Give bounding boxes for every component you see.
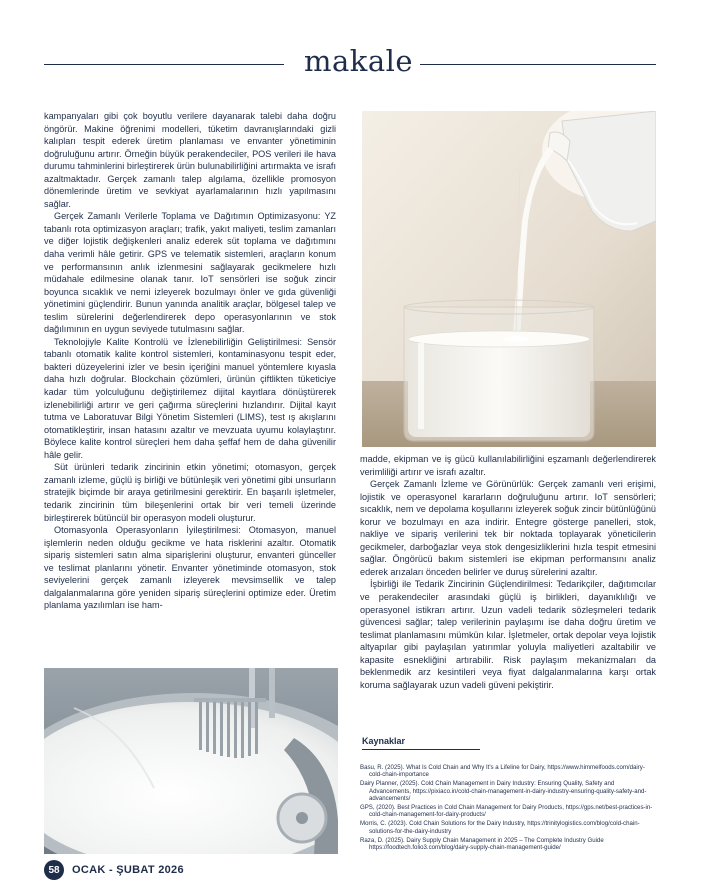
right-paragraph: madde, ekipman ve iş gücü kullanılabilirliğini eşzamanlı değerlendirerek verimliliği artırır ve israfı azaltır. [360, 454, 656, 477]
dairy-vat-photo [44, 668, 338, 854]
left-column [44, 110, 336, 612]
right-paragraph: İşbirliği ile Tedarik Zincirinin Güçlendirilmesi: Tedarikçiler, dağıtımcılar ve perakendeciler arasındaki güçlü iş birlikleri, dayanıklılığı ve operasyonel istikrarı artırır. Uzun vadeli tedarik sözleşmeleri tedarik güvencesi sağlar; talep verilerinin paylaşımı ise daha doğru üretim ve teslimat planlamasını mümkün kılar. İşletmeler, ortak depolar veya lojistik altyapılar gibi paylaşılan yatırımlar yoluyla maliyetleri azaltabilir ve kapasite esnekliğini artırabilir. Risk paylaşım mekanizmaları da beklenmedik arz kesintileri veya fiyat dalgalanmalarına karşı ortak koruma sağlayarak uzun vadeli güveni pekiştirir. [360, 579, 656, 690]
reference-item: GPS, (2020). Best Practices in Cold Chain Management for Dairy Products, https://gps.net/best-practices-in-cold-chain-management-for-dairy-products/ [360, 804, 653, 819]
right-paragraph: Gerçek Zamanlı İzleme ve Görünürlük: Gerçek zamanlı veri erişimi, lojistik ve operasyonel kararların doğruluğunu artırır. IoT sensörleri; sıcaklık, nem ve depolama koşullarını izleyerek soğuk zincir bütünlüğünü korur ve bozulmayı en aza indirir. Entegre gösterge panelleri, stok, nakliye ve sipariş verilerini tek bir noktada toplayarak yöneticilerin gecikmeler, darboğazlar veya stok dengesizliklerini hızla tespit etmesini sağlar. Öngörücü bakım sistemleri ise ekipman performansını analiz ederek arızaları önceden belirler ve duruş sürelerini azaltır. [360, 479, 656, 577]
left-paragraph: Gerçek Zamanlı Verilerle Toplama ve Dağıtımın Optimizasyonu: YZ tabanlı rota optimizasyon araçları; trafik, yakıt maliyeti, teslim zamanları ve diğer lojistik değişkenleri analiz ederek süt toplama ve dağıtımını daha verimli hâle getirir. GPS ve telematik sistemleri, araçların konum ve performansının anlık izlenmesini sağlayarak gecikmelere hızlı müdahale edilmesine olanak tanır. IoT sensörleri ise soğuk zincir boyunca sıcaklık ve nemi izleyerek bozulmayı önler ve gıda güvenliği yönetimini güçlendirir. Bunun yanında analitik araçlar, bölgesel talep ve teslim sürelerini değerlendirerek depo operasyonlarının ve stok dağılımının en uygun seviyede tutulmasını sağlar. [44, 211, 336, 335]
right-column [360, 453, 656, 691]
reference-item: Morris, C. (2023). Cold Chain Solutions for the Dairy Industry, https://trinitylogistics.com/blog/cold-chain-solutions-for-the-dairy-industry [360, 820, 640, 835]
milk-pouring-photo [362, 111, 656, 447]
footer [44, 861, 184, 879]
reference-item: Dairy Planner, (2025). Cold Chain Management in Dairy Industry: Ensuring Quality, Safety and Advancements, https://pixiaco.in/cold-chain-management-in-dairy-industry-ensuring-quality-safety-and-advancements/ [360, 780, 647, 802]
left-paragraph: Otomasyonla Operasyonların İyileştirilmesi: Otomasyon, manuel işlemlerin neden olduğu gecikme ve hata risklerini azaltır. Otomatik sipariş sistemleri satın alma siparişlerini oluşturur, envanteri günceller ve teslimat planlarını yönetir. Envanter yönetiminde otomasyon, stok seviyelerini gerçek zamanlı izleyerek mevsimsellik ve talep dalgalanmalarına göre yeniden sipariş süreçlerini optimize eder. Üretim planlama yazılımları ise ham- [44, 525, 336, 611]
reference-item: Basu, R. (2025). What Is Cold Chain and Why It's a Lifeline for Dairy, https://www.himmelfoods.com/dairy-cold-chain-importance [360, 764, 645, 779]
issue-label: OCAK - ŞUBAT 2026 [72, 864, 184, 876]
reference-item: Raza, D. (2025). Dairy Supply Chain Management in 2025 – The Complete Industry Guide https://foodtech.folio3.com/blog/dairy-supply-chain-management-guide/ [360, 836, 604, 852]
references [360, 736, 656, 853]
references-title: Kaynaklar [362, 736, 656, 750]
left-paragraph: kampanyaları gibi çok boyutlu verilere dayanarak talebi daha doğru öngörür. Makine öğrenimi modelleri, tüketim davranışlarındaki gizli kalıpları tespit ederek üretim planlaması ve envanter yönetiminin doğruluğunu artırır. Örneğin büyük perakendeciler, POS verileri ile hava durumu tahminlerini birleştirerek ürün bulunabilirliğini artırmakta ve israfı azaltmaktadır. Gerçek zamanlı talep algılama, özellikle promosyon dönemlerinde üretim ve sevkiyat ayarlamalarının hızlı yapılmasını sağlar. [44, 111, 336, 209]
header-rule-right [420, 64, 656, 65]
page-number: 58 [44, 860, 64, 880]
left-paragraph: Teknolojiyle Kalite Kontrolü ve İzlenebilirliğin Geliştirilmesi: Sensör tabanlı otomatik kalite kontrol sistemleri, kontaminasyonu tespit eder, bakteri düzeyelerini izler ve besin içeriğini manuel yöntemlere kıyasla daha hızlı doğrular. Blockchain çözümleri, ürünün çiftlikten tüketiciye kadar tüm yolculuğunu değiştirilemez dijital kayıtlara dönüştürerek izlenebilirliği artırır ve geri çağırma süreçlerini hızlandırır. Dijital kayıt tutma ve Laboratuvar Bilgi Yönetim Sistemleri (LIMS), test ış akışlarını otomatikleştirir, insan hatasını azaltır ve mevzuata uyumu kolaylaştırır. Böylece kalite kontrol süreçleri hem daha şeffaf hem de daha güvenilir hâle gelir. [44, 336, 336, 460]
references-list [360, 764, 656, 851]
section-title: makale [303, 44, 414, 78]
left-paragraph: Süt ürünleri tedarik zincirinin etkin yönetimi; otomasyon, gerçek zamanlı izleme, güçlü iş birliği ve bütünleşik veri yönetimi gibi unsurların stratejik biçimde bir araya getirilmesini gerektirir. En başarılı işletmeler, tedarik zincirinin tüm bileşenlerini ortak bir veri temeli üzerinde birleştirerek bütüncül bir operasyon modeli oluşturur. [44, 462, 336, 523]
